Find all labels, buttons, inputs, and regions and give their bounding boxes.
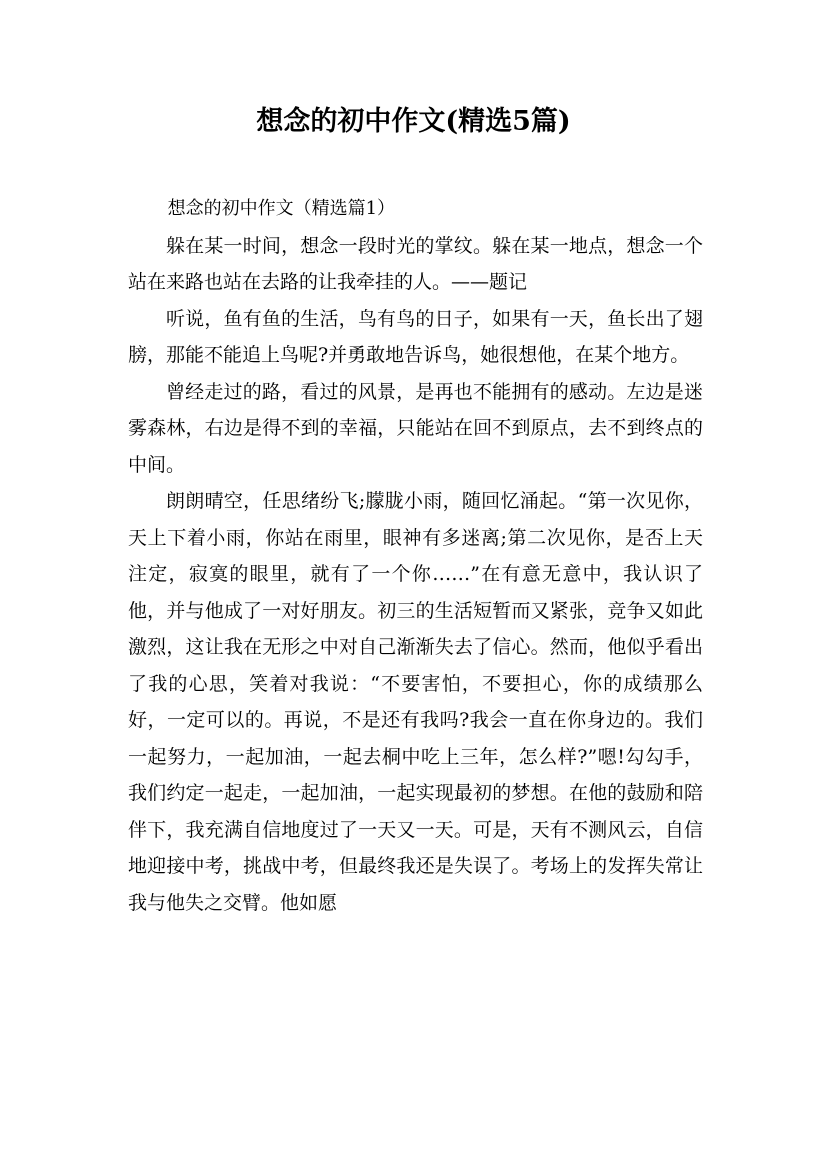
section-heading: 想念的初中作文（精选篇1）: [167, 198, 396, 219]
document-body: [128, 191, 703, 921]
paragraph: 听说，鱼有鱼的生活，鸟有鸟的日子，如果有一天，鱼长出了翅膀，那能不能追上鸟呢?并勇敢地告诉鸟，她很想他，在某个地方。: [128, 307, 703, 366]
paragraph: 躲在某一时间，想念一段时光的掌纹。躲在某一地点，想念一个站在来路也站在去路的让我牵挂的人。——题记: [128, 234, 703, 293]
paragraph: 曾经走过的路，看过的风景，是再也不能拥有的感动。左边是迷雾森林，右边是得不到的幸福，只能站在回不到原点，去不到终点的中间。: [128, 380, 703, 476]
document-title: 想念的初中作文(精选5篇): [256, 106, 571, 137]
paragraph: 朗朗晴空，任思绪纷飞;朦胧小雨，随回忆涌起。“第一次见你，天上下着小雨，你站在雨里，眼神有多迷离;第二次见你，是否上天注定，寂寞的眼里，就有了一个你……”在有意无意中，我认识了他，并与他成了一对好朋友。初三的生活短暂而又紧张，竞争又如此激烈，这让我在无形之中对自己渐渐失去了信心。然而，他似乎看出了我的心思，笑着对我说：“不要害怕，不要担心，你的成绩那么好，一定可以的。再说，不是还有我吗?我会一直在你身边的。我们一起努力，一起加油，一起去桐中吃上三年，怎么样?”嗯!勾勾手，我们约定一起走，一起加油，一起实现最初的梦想。在他的鼓励和陪伴下，我充满自信地度过了一天又一天。可是，天有不测风云，自信地迎接中考，挑战中考，但最终我还是失误了。考场上的发挥失常让我与他失之交臂。他如愿: [128, 490, 703, 914]
